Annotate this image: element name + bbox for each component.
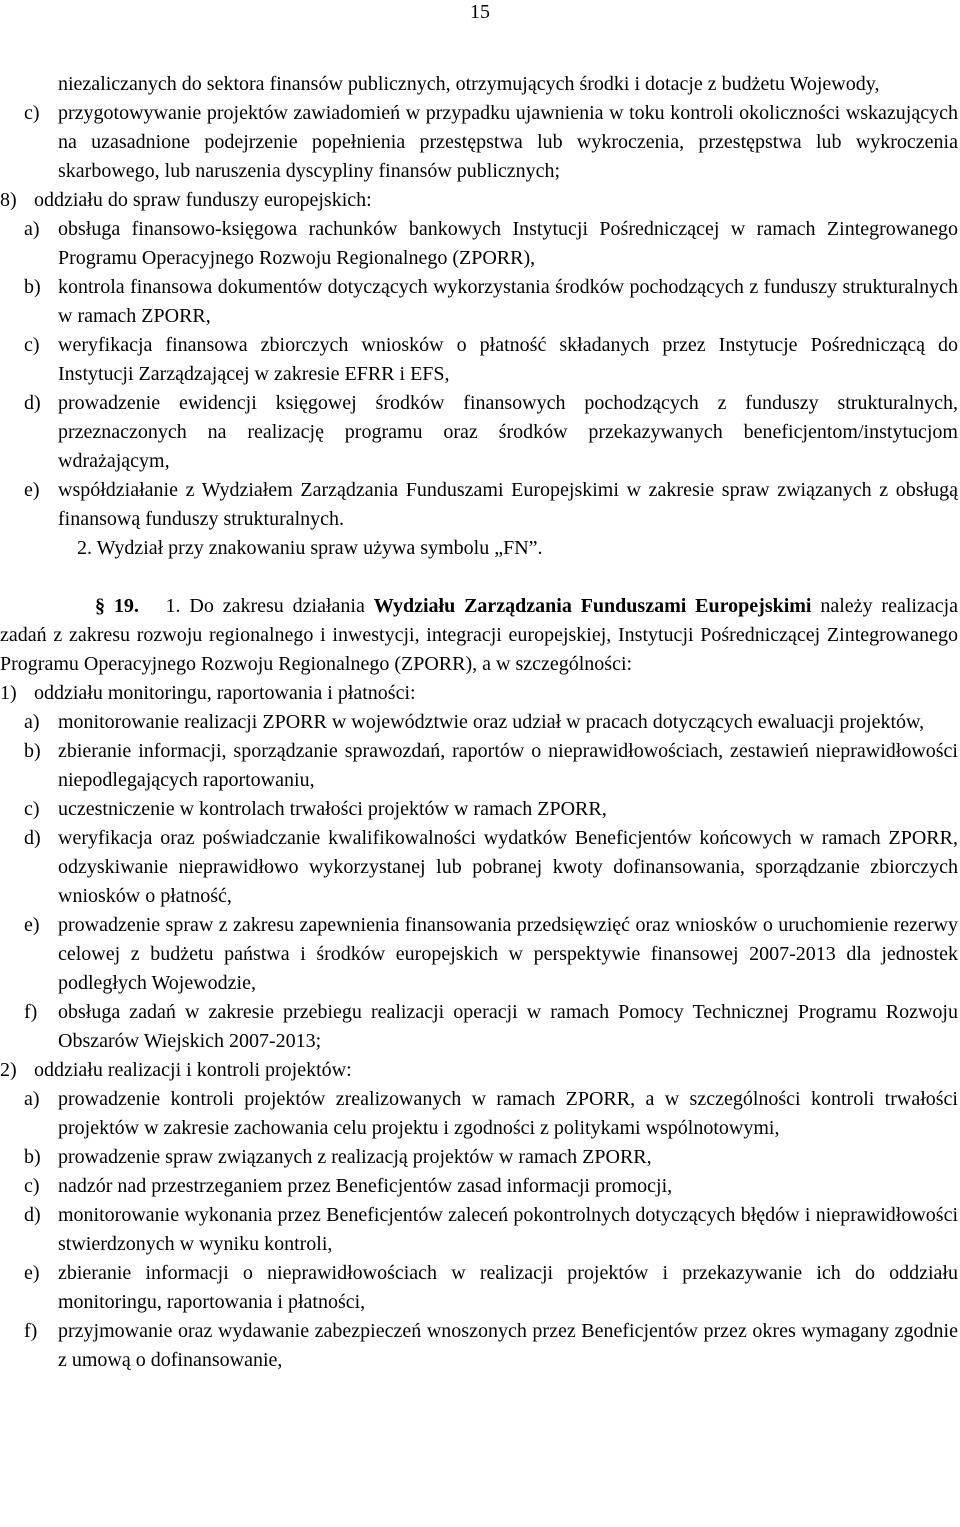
section-label: 8) — [0, 189, 17, 211]
paragraph-19-department: Wydziału Zarządzania Funduszami Europejskimi — [373, 595, 812, 617]
sec8-item-e — [0, 476, 958, 534]
paragraph-19-text: należy realizacja zadań z zakresu rozwoju regionalnego i inwestycji, integracji europejskiej, Instytucji Pośredniczącej Zintegrowanego Programu Operacyjnego Rozwoju Regionalnego (ZPORR), a w szczególności: — [0, 595, 959, 675]
item-label: d) — [24, 827, 41, 849]
item-label: c) — [24, 798, 40, 820]
sec8-item-c — [0, 331, 958, 389]
item-label: a) — [24, 711, 40, 733]
item-text: nadzór nad przestrzeganiem przez Beneficjentów zasad informacji promocji, — [58, 1175, 673, 1197]
page-number: 15 — [470, 1, 490, 23]
paragraph-19-num: 1. — [165, 595, 181, 617]
item-label: c) — [24, 102, 40, 124]
item-label: f) — [24, 1001, 38, 1023]
item-text: uczestniczenie w kontrolach trwałości projektów w ramach ZPORR, — [58, 798, 607, 820]
item-label: e) — [24, 914, 40, 936]
item-text: przyjmowanie oraz wydawanie zabezpieczeń wnoszonych przez Beneficjentów przez okres wymagany zgodnie z umową o dofinansowanie, — [58, 1320, 958, 1371]
item-text: weryfikacja oraz poświadczanie kwalifikowalności wydatków Beneficjentów końcowych w ramach ZPORR, odzyskiwanie nieprawidłowo wykorzystanej lub pobranej kwoty dofinansowania, sporządzanie zbiorczych wniosków o płatność, — [58, 827, 958, 907]
item-label: d) — [24, 1204, 41, 1226]
s1-item-e — [0, 911, 958, 998]
section-2-heading — [0, 1056, 958, 1085]
s1-item-a — [0, 708, 958, 737]
s2-item-b — [0, 1143, 958, 1172]
item-text: obsługa finansowo-księgowa rachunków bankowych Instytucji Pośredniczącej w ramach Zintegrowanego Programu Operacyjnego Rozwoju Regionalnego (ZPORR), — [58, 218, 958, 269]
sec8-item-a — [0, 215, 958, 273]
section-1-heading — [0, 679, 958, 708]
intro-item-c — [0, 99, 958, 186]
item-text: weryfikacja finansowa zbiorczych wniosków o płatność składanych przez Instytucje Pośredniczącą do Instytucji Zarządzającej w zakresie EFRR i EFS, — [58, 334, 958, 385]
s2-item-e — [0, 1259, 958, 1317]
s2-item-d — [0, 1201, 958, 1259]
document-body — [0, 70, 958, 1375]
item-text: prowadzenie ewidencji księgowej środków finansowych pochodzących z funduszy strukturalnych, przeznaczonych na realizację programu oraz środków przekazywanych beneficjentom/instytucjom wdrażającym, — [58, 392, 958, 472]
item-label: e) — [24, 1262, 40, 1284]
section-8-heading — [0, 186, 958, 215]
item-label: b) — [24, 1146, 41, 1168]
sec8-item-d — [0, 389, 958, 476]
s2-item-a — [0, 1085, 958, 1143]
item-text: monitorowanie wykonania przez Beneficjentów zaleceń pokontrolnych dotyczących błędów i nieprawidłowości stwierdzonych w wyniku kontroli, — [58, 1204, 958, 1255]
s1-item-f — [0, 998, 958, 1056]
paragraph-19 — [0, 592, 958, 679]
item-label: a) — [24, 218, 40, 240]
symbol-line: 2. Wydział przy znakowaniu spraw używa symbolu „FN”. — [77, 537, 543, 559]
item-text: obsługa zadań w zakresie przebiegu realizacji operacji w ramach Pomocy Technicznej Programu Rozwoju Obszarów Wiejskich 2007-2013; — [58, 1001, 958, 1052]
item-label: c) — [24, 1175, 40, 1197]
paragraph-19-label: § 19. — [95, 595, 139, 617]
sec8-item-b — [0, 273, 958, 331]
section-title: oddziału monitoringu, raportowania i płatności: — [34, 682, 416, 704]
item-label: d) — [24, 392, 41, 414]
s1-item-d — [0, 824, 958, 911]
paragraph-19-prefix: Do zakresu działania — [189, 595, 365, 617]
item-label: f) — [24, 1320, 38, 1342]
section-label: 2) — [0, 1059, 17, 1081]
s1-item-c — [0, 795, 958, 824]
item-text: przygotowywanie projektów zawiadomień w przypadku ujawnienia w toku kontroli okoliczności wskazujących na uzasadnione podejrzenie popełnienia przestępstwa lub wykroczenia, przestępstwa lub wykroczenia skarbowego, lub naruszenia dyscypliny finansów publicznych; — [58, 102, 958, 182]
item-text: kontrola finansowa dokumentów dotyczących wykorzystania środków pochodzących z funduszy strukturalnych w ramach ZPORR, — [58, 276, 958, 327]
section-title: oddziału do spraw funduszy europejskich: — [34, 189, 372, 211]
item-label: a) — [24, 1088, 40, 1110]
item-text: zbieranie informacji o nieprawidłowościach w realizacji projektów i przekazywanie ich do oddziału monitoringu, raportowania i płatności, — [58, 1262, 958, 1313]
section-title: oddziału realizacji i kontroli projektów: — [34, 1059, 352, 1081]
item-text: prowadzenie spraw z zakresu zapewnienia finansowania przedsięwzięć oraz wniosków o uruchomienie rezerwy celowej z budżetu państwa i środków europejskich w perspektywie finansowej 2007-2013 dla jednostek podległych Wojewodzie, — [58, 914, 958, 994]
item-text: monitorowanie realizacji ZPORR w województwie oraz udział w pracach dotyczących ewaluacji projektów, — [58, 711, 925, 733]
s2-item-c — [0, 1172, 958, 1201]
item-text: prowadzenie spraw związanych z realizacją projektów w ramach ZPORR, — [58, 1146, 652, 1168]
s2-item-f — [0, 1317, 958, 1375]
item-label: e) — [24, 479, 40, 501]
item-label: b) — [24, 276, 41, 298]
item-label: b) — [24, 740, 41, 762]
item-label: c) — [24, 334, 40, 356]
item-text: zbieranie informacji, sporządzanie sprawozdań, raportów o nieprawidłowościach, zestawień nieprawidłowości niepodlegających raportowaniu, — [58, 740, 958, 791]
item-text: współdziałanie z Wydziałem Zarządzania Funduszami Europejskimi w zakresie spraw związanych z obsługą finansową funduszy strukturalnych. — [58, 479, 958, 530]
section-label: 1) — [0, 682, 17, 704]
intro-continuation — [0, 70, 958, 99]
intro-text-b: niezaliczanych do sektora finansów publicznych, otrzymujących środki i dotacje z budżetu Wojewody, — [58, 73, 880, 95]
s1-item-b — [0, 737, 958, 795]
item-text: prowadzenie kontroli projektów zrealizowanych w ramach ZPORR, a w szczególności kontroli trwałości projektów w zakresie zachowania celu projektu i zgodności z politykami wspólnotowymi, — [58, 1088, 958, 1139]
